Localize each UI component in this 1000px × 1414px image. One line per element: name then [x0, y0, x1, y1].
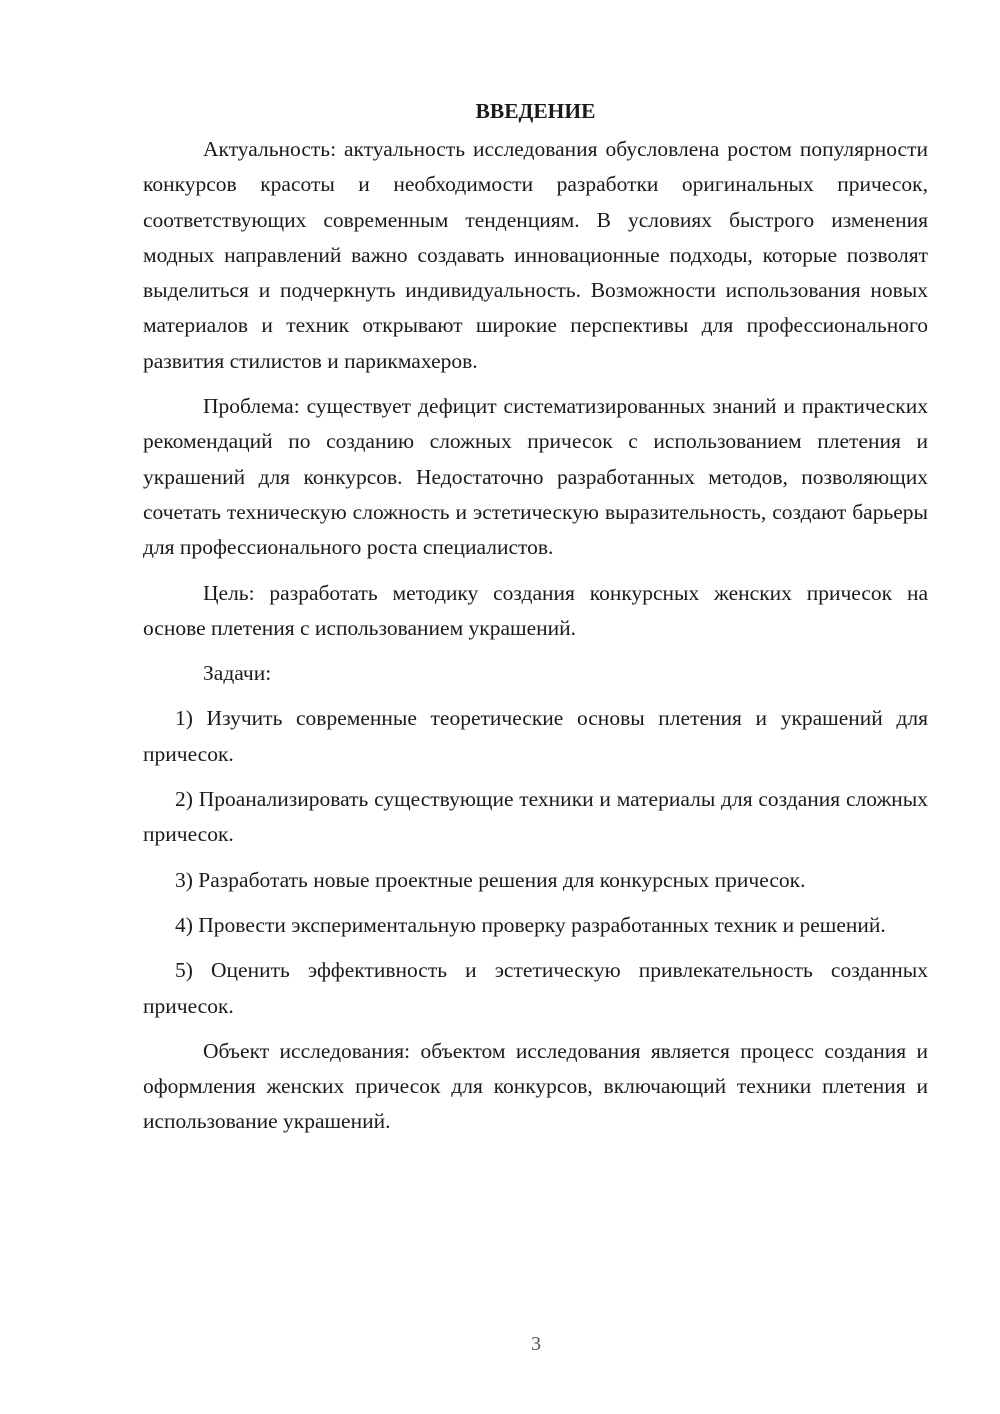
- task-item-4: 4) Провести экспериментальную проверку разработанных техник и решений.: [175, 912, 886, 937]
- task-item-3: 3) Разработать новые проектные решения для конкурсных причесок.: [175, 867, 806, 892]
- document-page: [143, 96, 928, 1150]
- section-title: ВВЕДЕНИЕ: [475, 99, 596, 123]
- task-item-2: 2) Проанализировать существующие техники и материалы для создания сложных причесок.: [143, 787, 928, 847]
- task-item-1: 1) Изучить современные теоретические основы плетения и украшений для причесок.: [143, 706, 928, 766]
- object-paragraph: Объект исследования: объектом исследования является процесс создания и оформления женских причесок для конкурсов, включающий техники плетения и использование украшений.: [143, 1038, 928, 1134]
- relevance-paragraph: Актуальность: актуальность исследования обусловлена ростом популярности конкурсов красоты и необходимости разработки оригинальных причесок, соответствующих современным тенденциям. В условиях быстрого изменения модных направлений важно создавать инновационные подходы, которые позволят выделиться и подчеркнуть индивидуальность. Возможности использования новых материалов и техник открывают широкие перспективы для профессионального развития стилистов и парикмахеров.: [143, 137, 928, 373]
- task-item-5: 5) Оценить эффективность и эстетическую привлекательность созданных причесок.: [143, 958, 928, 1018]
- problem-paragraph: Проблема: существует дефицит систематизированных знаний и практических рекомендаций по созданию сложных причесок с использованием плетения и украшений для конкурсов. Недостаточно разработанных методов, позволяющих сочетать техническую сложность и эстетическую выразительность, создают барьеры для профессионального роста специалистов.: [143, 394, 928, 560]
- goal-paragraph: Цель: разработать методику создания конкурсных женских причесок на основе плетения с использованием украшений.: [143, 580, 928, 640]
- page-number: 3: [531, 1333, 541, 1355]
- tasks-heading: Задачи:: [203, 661, 272, 686]
